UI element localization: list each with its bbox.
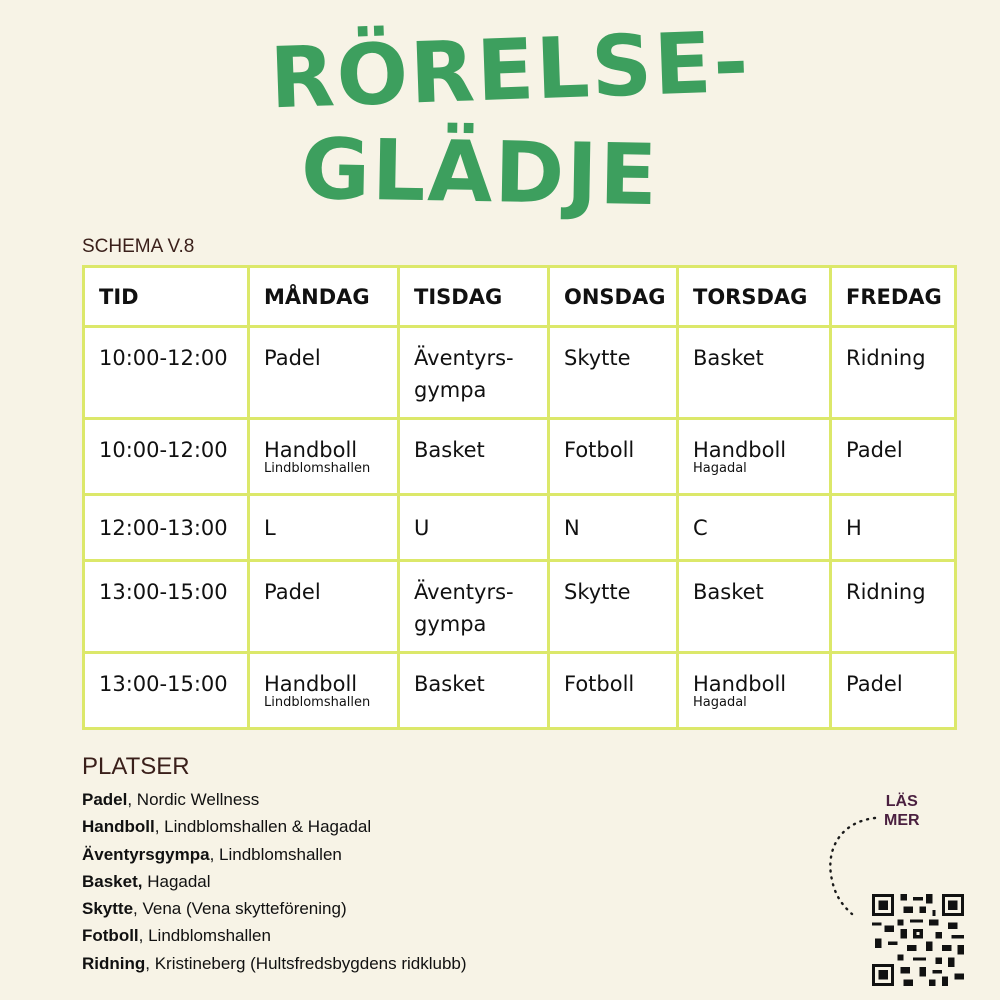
activity-location: Hagadal bbox=[693, 461, 747, 476]
lunch-letter: U bbox=[399, 495, 549, 561]
sport-name: Padel bbox=[82, 790, 128, 809]
activity-cell: Basket bbox=[678, 327, 831, 419]
list-item bbox=[82, 922, 467, 949]
header-mandag: MÅNDAG bbox=[249, 267, 399, 327]
time-cell: 12:00-13:00 bbox=[84, 495, 249, 561]
header-tisdag: TISDAG bbox=[399, 267, 549, 327]
activity-cell: Padel bbox=[249, 561, 399, 653]
activity-cell: Fotboll bbox=[549, 419, 678, 495]
activity-cell bbox=[678, 419, 831, 495]
platser-heading: PLATSER bbox=[82, 753, 190, 780]
sport-place: , Vena (Vena skytteförening) bbox=[133, 899, 347, 919]
activity-cell: Ridning bbox=[831, 327, 956, 419]
sport-name: Skytte bbox=[82, 899, 134, 919]
list-item bbox=[82, 813, 467, 840]
activity-location: Lindblomshallen bbox=[264, 461, 371, 476]
list-item bbox=[82, 868, 467, 895]
lunch-row bbox=[84, 495, 956, 561]
platser-list bbox=[82, 786, 467, 977]
activity-cell: Fotboll bbox=[549, 653, 678, 729]
sport-place: , Nordic Wellness bbox=[127, 790, 260, 809]
title-line-2: GLÄDJE bbox=[300, 119, 660, 225]
lunch-letter: C bbox=[678, 495, 831, 561]
time-cell: 10:00-12:00 bbox=[84, 327, 249, 419]
page-title bbox=[0, 12, 1000, 225]
lunch-letter: H bbox=[831, 495, 956, 561]
sport-place: , Lindblomshallen & Hagadal bbox=[154, 817, 372, 837]
activity-location: Lindblomshallen bbox=[264, 695, 371, 710]
activity-name: Handboll bbox=[693, 672, 787, 696]
list-item bbox=[82, 786, 467, 813]
header-tid: TID bbox=[84, 267, 249, 327]
sport-name: Ridning bbox=[82, 953, 146, 973]
activity-name: Handboll bbox=[264, 672, 358, 696]
activity-cell: Basket bbox=[678, 561, 831, 653]
table-row bbox=[84, 419, 956, 495]
sport-place: , Lindblomshallen bbox=[209, 844, 342, 864]
sport-place: Hagadal bbox=[142, 871, 211, 891]
activity-cell: Padel bbox=[831, 419, 956, 495]
title-line-1: RÖRELSE- bbox=[268, 12, 752, 128]
table-header-row bbox=[84, 267, 956, 327]
activity-cell bbox=[249, 653, 399, 729]
sport-place: , Kristineberg (Hultsfredsbygdens ridklubb) bbox=[145, 953, 467, 973]
header-torsdag: TORSDAG bbox=[678, 267, 831, 327]
activity-cell: Skytte bbox=[549, 327, 678, 419]
lunch-letter: L bbox=[249, 495, 399, 561]
activity-cell bbox=[249, 419, 399, 495]
activity-name: Handboll bbox=[693, 438, 787, 462]
header-onsdag: ONSDAG bbox=[549, 267, 678, 327]
time-cell: 13:00-15:00 bbox=[84, 561, 249, 653]
activity-cell: Skytte bbox=[549, 561, 678, 653]
activity-cell bbox=[678, 653, 831, 729]
activity-cell: Padel bbox=[831, 653, 956, 729]
lunch-letter: N bbox=[549, 495, 678, 561]
list-item bbox=[82, 895, 467, 922]
list-item bbox=[82, 950, 467, 977]
activity-cell: Äventyrs-gympa bbox=[399, 327, 549, 419]
time-cell: 13:00-15:00 bbox=[84, 653, 249, 729]
activity-cell: Padel bbox=[249, 327, 399, 419]
qr-code-icon[interactable] bbox=[872, 894, 964, 986]
header-fredag: FREDAG bbox=[831, 267, 956, 327]
table-row bbox=[84, 653, 956, 729]
table-row bbox=[84, 327, 956, 419]
sport-name: Fotboll bbox=[82, 926, 139, 946]
schema-label: SCHEMA V.8 bbox=[82, 236, 195, 257]
sport-name: Äventyrsgympa bbox=[82, 844, 210, 864]
list-item bbox=[82, 841, 467, 868]
table-row bbox=[84, 561, 956, 653]
activity-cell: Basket bbox=[399, 653, 549, 729]
las-mer-line-2: MER bbox=[884, 812, 920, 829]
activity-name: Handboll bbox=[264, 438, 358, 462]
sport-place: , Lindblomshallen bbox=[138, 926, 271, 946]
sport-name: Handboll bbox=[82, 817, 155, 837]
sport-name: Basket, bbox=[82, 871, 143, 891]
activity-cell: Äventyrs-gympa bbox=[399, 561, 549, 653]
activity-cell: Ridning bbox=[831, 561, 956, 653]
activity-location: Hagadal bbox=[693, 695, 747, 710]
schedule-table bbox=[82, 265, 957, 730]
activity-cell: Basket bbox=[399, 419, 549, 495]
time-cell: 10:00-12:00 bbox=[84, 419, 249, 495]
las-mer-line-1: LÄS bbox=[885, 793, 918, 810]
